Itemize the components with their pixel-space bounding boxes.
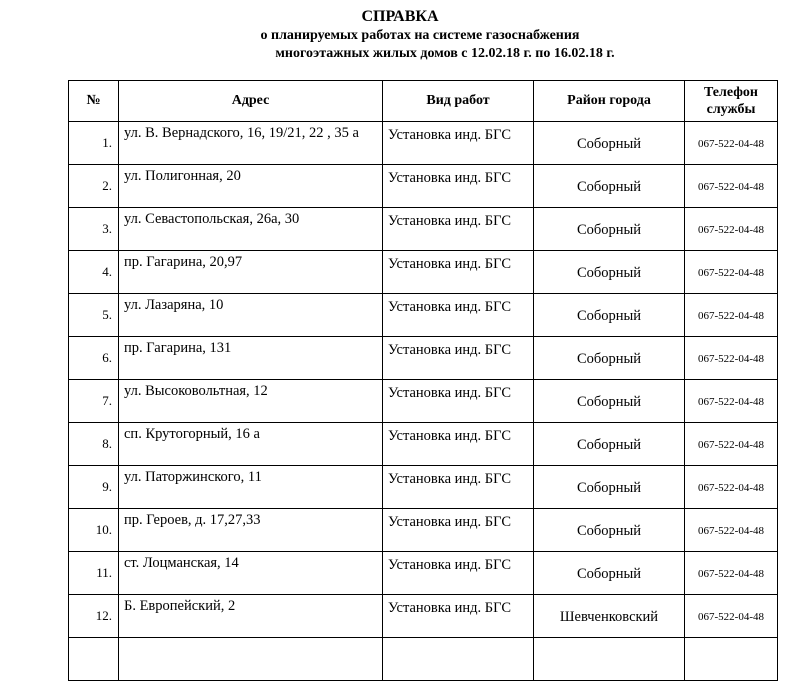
- row-work-type: Установка инд. БГС: [383, 165, 534, 208]
- row-district: Шевченковский: [534, 595, 685, 638]
- works-table: [68, 80, 778, 681]
- row-work-type: Установка инд. БГС: [383, 509, 534, 552]
- header-phone: Телефон службы: [685, 81, 778, 122]
- row-phone: 067-522-04-48: [685, 423, 778, 466]
- row-address: сп. Крутогорный, 16 а: [119, 423, 383, 466]
- row-phone: 067-522-04-48: [685, 595, 778, 638]
- row-phone: 067-522-04-48: [685, 165, 778, 208]
- row-address: Б. Европейский, 2: [119, 595, 383, 638]
- table-row: [69, 552, 778, 595]
- document-title: СПРАВКА: [361, 8, 439, 25]
- row-work-type: Установка инд. БГС: [383, 208, 534, 251]
- empty-cell: [69, 638, 119, 681]
- row-number: 4.: [69, 251, 119, 294]
- row-work-type: Установка инд. БГС: [383, 251, 534, 294]
- table-row: [69, 165, 778, 208]
- row-district: Соборный: [534, 509, 685, 552]
- row-address: ул. Севастопольская, 26а, 30: [119, 208, 383, 251]
- row-address: ул. В. Вернадского, 16, 19/21, 22 , 35 а: [119, 122, 383, 165]
- document-subtitle-line2: многоэтажных жилых домов с 12.02.18 г. по 16.02.18 г.: [275, 46, 615, 61]
- row-district: Соборный: [534, 552, 685, 595]
- row-phone: 067-522-04-48: [685, 208, 778, 251]
- row-district: Соборный: [534, 423, 685, 466]
- row-phone: 067-522-04-48: [685, 509, 778, 552]
- row-district: Соборный: [534, 208, 685, 251]
- table-row: [69, 423, 778, 466]
- row-address: ул. Высоковольтная, 12: [119, 380, 383, 423]
- row-work-type: Установка инд. БГС: [383, 294, 534, 337]
- header-address: Адрес: [119, 81, 383, 122]
- row-district: Соборный: [534, 122, 685, 165]
- row-district: Соборный: [534, 466, 685, 509]
- row-address: ул. Полигонная, 20: [119, 165, 383, 208]
- table-row: [69, 509, 778, 552]
- header-number: №: [69, 81, 119, 122]
- row-work-type: Установка инд. БГС: [383, 423, 534, 466]
- row-district: Соборный: [534, 165, 685, 208]
- row-phone: 067-522-04-48: [685, 294, 778, 337]
- header-work-type: Вид работ: [383, 81, 534, 122]
- row-number: 8.: [69, 423, 119, 466]
- table-header-row: [69, 81, 778, 122]
- table-row: [69, 122, 778, 165]
- row-district: Соборный: [534, 337, 685, 380]
- row-work-type: Установка инд. БГС: [383, 380, 534, 423]
- row-district: Соборный: [534, 294, 685, 337]
- row-address: пр. Гагарина, 131: [119, 337, 383, 380]
- row-number: 2.: [69, 165, 119, 208]
- row-phone: 067-522-04-48: [685, 337, 778, 380]
- header-district: Район города: [534, 81, 685, 122]
- row-number: 3.: [69, 208, 119, 251]
- row-phone: 067-522-04-48: [685, 466, 778, 509]
- row-work-type: Установка инд. БГС: [383, 337, 534, 380]
- empty-cell: [534, 638, 685, 681]
- row-address: пр. Гагарина, 20,97: [119, 251, 383, 294]
- row-phone: 067-522-04-48: [685, 552, 778, 595]
- row-work-type: Установка инд. БГС: [383, 466, 534, 509]
- table-row: [69, 380, 778, 423]
- document-subtitle-line1: о планируемых работах на системе газоснабжения: [260, 28, 580, 43]
- row-work-type: Установка инд. БГС: [383, 552, 534, 595]
- row-number: 10.: [69, 509, 119, 552]
- row-phone: 067-522-04-48: [685, 251, 778, 294]
- empty-cell: [685, 638, 778, 681]
- row-address: пр. Героев, д. 17,27,33: [119, 509, 383, 552]
- empty-cell: [383, 638, 534, 681]
- empty-cell: [119, 638, 383, 681]
- table-row: [69, 251, 778, 294]
- row-number: 7.: [69, 380, 119, 423]
- row-address: ул. Паторжинского, 11: [119, 466, 383, 509]
- row-district: Соборный: [534, 251, 685, 294]
- row-work-type: Установка инд. БГС: [383, 595, 534, 638]
- table-row: [69, 294, 778, 337]
- table-row: [69, 208, 778, 251]
- row-number: 1.: [69, 122, 119, 165]
- row-work-type: Установка инд. БГС: [383, 122, 534, 165]
- row-address: ст. Лоцманская, 14: [119, 552, 383, 595]
- row-number: 12.: [69, 595, 119, 638]
- row-address: ул. Лазаряна, 10: [119, 294, 383, 337]
- table-row: [69, 595, 778, 638]
- table-row: [69, 337, 778, 380]
- row-number: 5.: [69, 294, 119, 337]
- row-number: 11.: [69, 552, 119, 595]
- table-body: [69, 122, 778, 681]
- row-phone: 067-522-04-48: [685, 380, 778, 423]
- row-number: 6.: [69, 337, 119, 380]
- table-row: [69, 466, 778, 509]
- row-phone: 067-522-04-48: [685, 122, 778, 165]
- row-number: 9.: [69, 466, 119, 509]
- row-district: Соборный: [534, 380, 685, 423]
- table-row-cut-off: [69, 638, 778, 681]
